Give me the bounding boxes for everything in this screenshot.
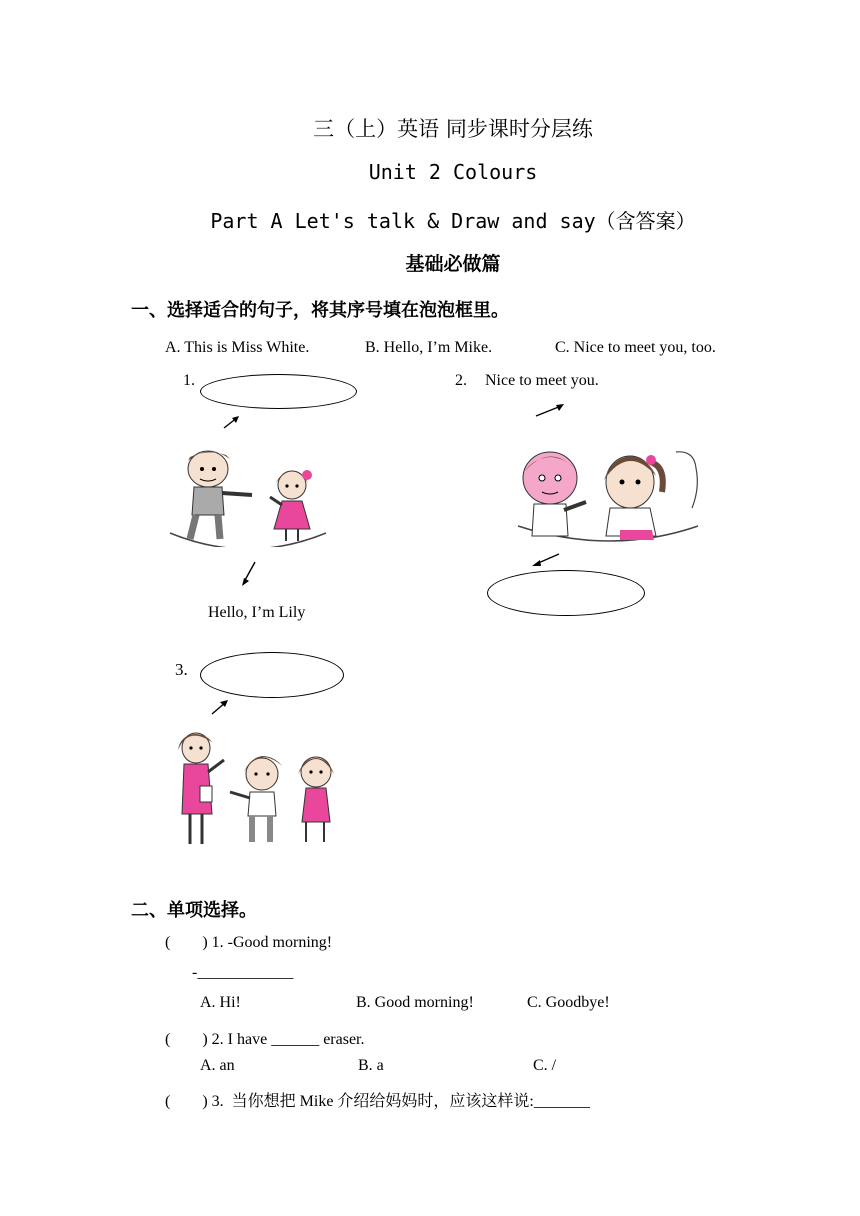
section1-heading: 一、选择适合的句子，将其序号填在泡泡框里。 bbox=[131, 300, 509, 321]
q3-arrow bbox=[210, 698, 230, 716]
q3-number: 3. bbox=[175, 660, 188, 679]
q3-answer-bubble[interactable] bbox=[200, 652, 344, 698]
q3-family-illustration bbox=[166, 732, 341, 850]
q2-3-stem: ( ) 3. 当你想把 Mike 介绍给妈妈时，应该这样说:_______ bbox=[165, 1093, 590, 1110]
q2-2-option-c[interactable]: C. / bbox=[533, 1057, 557, 1074]
option-c: C. Nice to meet you, too. bbox=[555, 339, 716, 356]
q2-2-stem: ( ) 2. I have ______ eraser. bbox=[165, 1031, 365, 1048]
q2-1-stem: ( ) 1. -Good morning! bbox=[165, 934, 333, 951]
q1-boy-girl-illustration bbox=[168, 447, 328, 547]
q2-2-option-a[interactable]: A. an bbox=[200, 1057, 235, 1074]
q2-2-option-b[interactable]: B. a bbox=[358, 1057, 384, 1074]
q1-number: 1. bbox=[183, 372, 195, 389]
q2-top-arrow bbox=[534, 402, 566, 418]
section2-heading: 二、单项选择。 bbox=[131, 900, 257, 921]
q1-caption: Hello, I’m Lily bbox=[208, 604, 306, 621]
level-title: 基础必做篇 bbox=[405, 253, 501, 275]
q2-answer-bubble[interactable] bbox=[487, 570, 645, 616]
q2-boy-girl-illustration bbox=[516, 448, 701, 543]
q1-answer-bubble[interactable] bbox=[200, 374, 357, 409]
option-b: B. Hello, I’m Mike. bbox=[365, 339, 493, 356]
q2-1-reply: -____________ bbox=[192, 964, 294, 981]
q2-1-option-b[interactable]: B. Good morning! bbox=[356, 994, 474, 1011]
q2-bottom-arrow bbox=[530, 552, 562, 568]
unit-title: Unit 2 Colours bbox=[368, 160, 538, 184]
q1-top-arrow bbox=[222, 414, 242, 430]
worksheet-title: 三（上）英语 同步课时分层练 bbox=[313, 117, 593, 141]
part-title: Part A Let's talk & Draw and say（含答案） bbox=[210, 209, 696, 233]
q2-prompt: Nice to meet you. bbox=[485, 372, 599, 389]
q2-number: 2. bbox=[455, 372, 467, 389]
option-a: A. This is Miss White. bbox=[165, 339, 310, 356]
q2-1-option-a[interactable]: A. Hi! bbox=[200, 994, 241, 1011]
q2-1-option-c[interactable]: C. Goodbye! bbox=[527, 994, 610, 1011]
q1-bottom-arrow bbox=[240, 560, 260, 588]
